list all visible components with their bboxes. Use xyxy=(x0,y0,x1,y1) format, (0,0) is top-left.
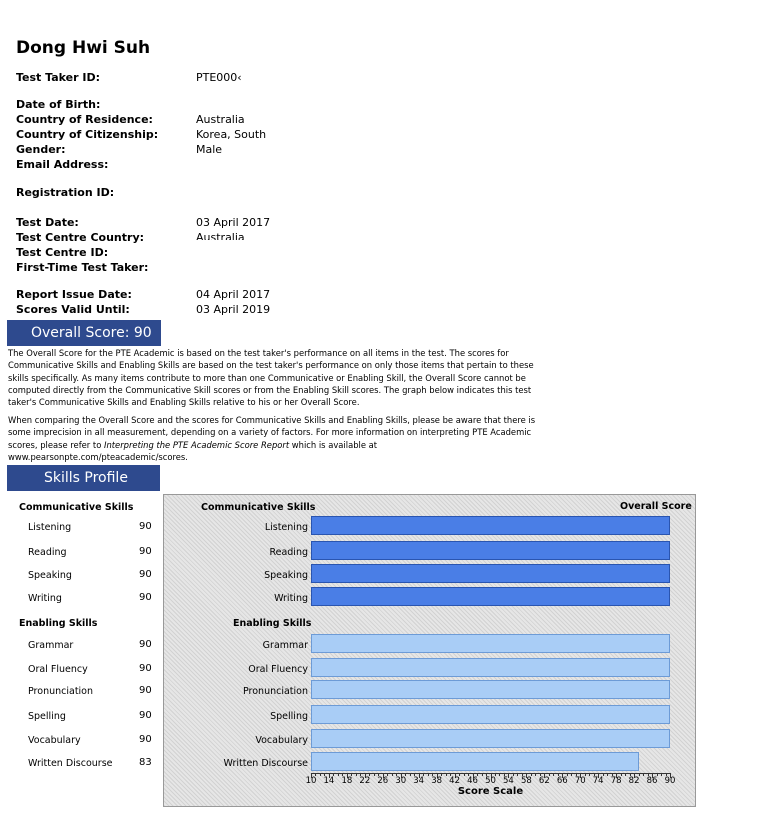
chart-label-written-discourse: Written Discourse xyxy=(223,758,308,769)
bar-spelling xyxy=(311,705,670,724)
comparison-note-link-text: which is available at www.pearsonpte.com/pteacademic/scores. xyxy=(8,439,378,462)
x-tick-label: 10 xyxy=(305,776,317,786)
skill-score-speaking: 90 xyxy=(139,569,152,580)
chart-communicative-title: Communicative Skills xyxy=(201,502,316,513)
skill-score-reading: 90 xyxy=(139,546,152,557)
skill-name-reading: Reading xyxy=(28,547,67,558)
overall-score-banner: Overall Score: 90 xyxy=(7,320,161,346)
skill-name-listening: Listening xyxy=(28,522,72,533)
field-value-test-centre-country: Australia xyxy=(196,231,245,240)
bar-grammar xyxy=(311,634,670,653)
chart-label-listening: Listening xyxy=(264,522,308,533)
field-value-test-date: 03 April 2017 xyxy=(196,216,271,229)
bar-writing xyxy=(311,587,670,606)
bar-pronunciation xyxy=(311,680,670,699)
x-tick-label: 78 xyxy=(610,776,622,786)
chart-label-reading: Reading xyxy=(269,547,308,558)
field-value-report-issue-date: 04 April 2017 xyxy=(196,288,271,301)
skill-score-listening: 90 xyxy=(139,521,152,532)
skill-name-oral-fluency: Oral Fluency xyxy=(28,664,88,675)
field-label-valid-until: Scores Valid Until: xyxy=(16,303,130,316)
skill-score-grammar: 90 xyxy=(139,639,152,650)
x-tick-label: 30 xyxy=(395,776,407,786)
overall-explanation: The Overall Score for the PTE Academic is based on the test taker's performance on all items in the test. The scores for Communicative Skills and Enabling Skills are based on the test taker's performance on only those items that pertain to these skills specifically. As many items contribute to more than one Communicative or Enabling Skill, the Overall Score cannot be computed directly from the Communicative Skill scores or from the Enabling Skill scores. The graph below indicates this test taker's Communicative Skills and Enabling Skills relative to his or her Overall Score. xyxy=(8,348,534,408)
enabling-skills-title: Enabling Skills xyxy=(19,618,98,629)
field-value-residence: Australia xyxy=(196,113,245,126)
x-tick-label: 82 xyxy=(628,776,640,786)
x-tick-label: 18 xyxy=(341,776,353,786)
chart-label-oral-fluency: Oral Fluency xyxy=(248,664,308,675)
field-label-citizenship: Country of Citizenship: xyxy=(16,128,159,141)
field-value-citizenship: Korea, South xyxy=(196,128,267,141)
skill-score-pronunciation: 90 xyxy=(139,685,152,696)
skills-profile-banner: Skills Profile xyxy=(7,465,160,491)
x-tick-label: 66 xyxy=(556,776,568,786)
x-tick-label: 86 xyxy=(646,776,658,786)
x-tick-label: 50 xyxy=(485,776,496,786)
skill-score-oral-fluency: 90 xyxy=(139,663,152,674)
bar-listening xyxy=(311,516,670,535)
chart-label-vocabulary: Vocabulary xyxy=(255,735,308,746)
bar-written-discourse xyxy=(311,752,639,771)
field-label-residence: Country of Residence: xyxy=(16,113,153,126)
field-value-valid-until: 03 April 2019 xyxy=(196,303,271,316)
chart-label-spelling: Spelling xyxy=(270,711,308,722)
chart-label-speaking: Speaking xyxy=(264,570,308,581)
skill-name-spelling: Spelling xyxy=(28,711,66,722)
field-label-first-time: First-Time Test Taker: xyxy=(16,261,149,274)
x-tick-label: 74 xyxy=(592,776,604,786)
comparison-note xyxy=(8,414,543,463)
chart-label-pronunciation: Pronunciation xyxy=(242,686,308,697)
skill-score-spelling: 90 xyxy=(139,710,152,721)
skill-score-writing: 90 xyxy=(139,592,152,603)
skill-name-vocabulary: Vocabulary xyxy=(28,735,81,746)
field-label-report-issue-date: Report Issue Date: xyxy=(16,288,132,301)
field-label-gender: Gender: xyxy=(16,143,66,156)
x-tick-label: 14 xyxy=(323,776,335,786)
skill-name-speaking: Speaking xyxy=(28,570,72,581)
x-tick-label: 38 xyxy=(431,776,443,786)
interpreting-guide-title: Interpreting the PTE Academic Score Report xyxy=(104,439,290,450)
skill-name-written-discourse: Written Discourse xyxy=(28,758,113,769)
x-axis-title: Score Scale xyxy=(457,786,524,797)
bar-vocabulary xyxy=(311,729,670,748)
bar-speaking xyxy=(311,564,670,583)
communicative-skills-title: Communicative Skills xyxy=(19,502,134,513)
skill-name-grammar: Grammar xyxy=(28,640,74,651)
chart-enabling-title: Enabling Skills xyxy=(233,618,312,629)
field-value-gender: Male xyxy=(196,143,223,156)
comparison-note-text: When comparing the Overall Score and the scores for Communicative Skills and Enabling Skills, please be aware that there is some imprecision in all measurement, depending on a variety of factors. For more information on interpreting PTE Academic scores, please refer to xyxy=(8,415,536,450)
x-tick-label: 70 xyxy=(574,776,586,786)
x-tick-label: 90 xyxy=(664,776,676,786)
field-label-test-centre-country: Test Centre Country: xyxy=(16,231,145,244)
chart-overall-score-label: Overall Score xyxy=(620,501,692,512)
x-tick-label: 62 xyxy=(538,776,550,786)
chart-label-writing: Writing xyxy=(274,593,308,604)
field-label-test-date: Test Date: xyxy=(16,216,79,229)
field-value-test-taker-id: PTE000‹ xyxy=(196,71,242,84)
x-tick-label: 34 xyxy=(413,776,425,786)
bar-reading xyxy=(311,541,670,560)
x-tick-label: 58 xyxy=(520,776,532,786)
field-label-dob: Date of Birth: xyxy=(16,98,101,111)
skill-score-written-discourse: 83 xyxy=(139,757,152,768)
field-label-email: Email Address: xyxy=(16,158,109,171)
candidate-name: Dong Hwi Suh xyxy=(16,38,151,58)
x-tick-label: 42 xyxy=(449,776,460,786)
x-tick-label: 54 xyxy=(503,776,514,786)
skill-score-vocabulary: 90 xyxy=(139,734,152,745)
x-tick-label: 22 xyxy=(359,776,371,786)
x-tick-label: 46 xyxy=(467,776,478,786)
field-label-registration-id: Registration ID: xyxy=(16,186,115,199)
field-label-test-taker-id: Test Taker ID: xyxy=(16,71,101,84)
field-label-test-centre-id: Test Centre ID: xyxy=(16,246,109,259)
chart-label-grammar: Grammar xyxy=(262,640,308,651)
skill-name-writing: Writing xyxy=(28,593,62,604)
bar-oral-fluency xyxy=(311,658,670,677)
skill-name-pronunciation: Pronunciation xyxy=(28,686,94,697)
x-tick-label: 26 xyxy=(377,776,389,786)
